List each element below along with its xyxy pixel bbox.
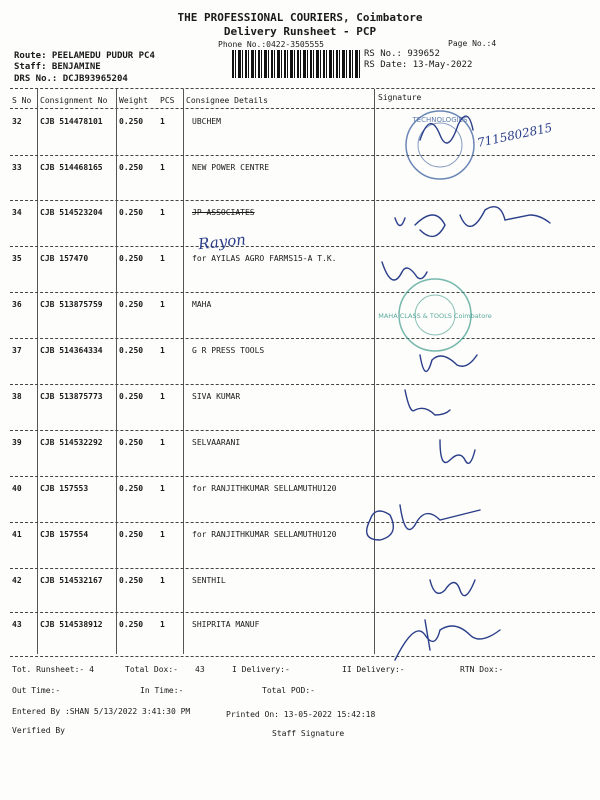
entered-by: Entered By :SHAN 5/13/2022 3:41:30 PM [12,707,191,716]
header-pcs: PCS [160,96,175,105]
row-pcs: 1 [160,254,165,263]
verified-by: Verified By [12,726,65,735]
row-pcs: 1 [160,117,165,126]
staff-label: Staff: BENJAMINE [14,62,101,72]
row-sno: 35 [12,254,22,263]
row-consignment: CJB 514364334 [40,346,103,355]
row-consignee: SENTHIL [192,576,226,585]
total-pod: Total POD:- [262,686,315,695]
row-sno: 34 [12,208,22,217]
header-consignee: Consignee Details [186,96,268,105]
row-consignee: G R PRESS TOOLS [192,346,265,355]
row-weight: 0.250 [119,530,144,539]
handwritten-name: Rayon [197,230,247,254]
row-pcs: 1 [160,163,165,172]
company-stamp [378,279,492,351]
route-label: Route: PEELAMEDU PUDUR PC4 [14,51,155,61]
page-number: Page No.:4 [448,39,497,48]
row-pcs: 1 [160,208,165,217]
row-consignee: UBCHEM [192,117,221,126]
row-weight: 0.250 [119,208,144,217]
row-consignee: JP ASSOCIATES [192,208,255,217]
row-weight: 0.250 [119,346,144,355]
row-weight: 0.250 [119,392,144,401]
row-sno: 43 [12,620,22,629]
row-weight: 0.250 [119,163,144,172]
row-sno: 38 [12,392,22,401]
row-consignment: CJB 157554 [40,530,89,539]
row-consignment: CJB 514478101 [40,117,103,126]
row-sno: 36 [12,300,22,309]
row-consignment: CJB 157553 [40,484,89,493]
company-title: THE PROFESSIONAL COURIERS, Coimbatore [177,11,423,24]
row-sno: 39 [12,438,22,447]
header-signature: Signature [378,93,422,102]
row-sno: 32 [12,117,22,126]
company-stamp [406,111,474,179]
row-sno: 42 [12,576,22,585]
out-time: Out Time:- [12,686,61,695]
row-consignee: SIVA KUMAR [192,392,241,401]
row-weight: 0.250 [119,254,144,263]
stamp-text: TECHNOLOGIES [412,116,468,124]
row-sno: 37 [12,346,22,355]
row-weight: 0.250 [119,300,144,309]
row-pcs: 1 [160,576,165,585]
total-runsheet: Tot. Runsheet:- 4 [12,665,94,674]
row-weight: 0.250 [119,576,144,585]
stamp-text: MAHA CLASS & TOOLS Coimbatore [378,312,492,320]
row-consignment: CJB 514523204 [40,208,103,217]
in-time: In Time:- [140,686,184,695]
row-sno: 33 [12,163,22,172]
row-consignment: CJB 514532292 [40,438,103,447]
rs-number: RS No.: 939652 [364,49,440,59]
row-consignment: CJB 514538912 [40,620,103,629]
row-sno: 40 [12,484,22,493]
row-pcs: 1 [160,392,165,401]
staff-signature: Staff Signature [272,729,345,738]
total-dox-label: Total Dox:- [125,665,178,674]
row-consignment: CJB 513875773 [40,392,103,401]
row-weight: 0.250 [119,620,144,629]
row-consignee: MAHA [192,300,212,309]
document-subtitle: Delivery Runsheet - PCP [223,25,377,38]
signatures [367,116,550,660]
row-weight: 0.250 [119,117,144,126]
row-pcs: 1 [160,346,165,355]
row-consignment: CJB 514532167 [40,576,103,585]
row-consignment: CJB 157470 [40,254,89,263]
row-consignee: for AYILAS AGRO FARMS15-A T.K. [192,254,337,263]
row-pcs: 1 [160,484,165,493]
handwritten-phone: 7115802815 [475,120,554,150]
phone-number: Phone No.:0422-3505555 [218,40,324,49]
row-consignee: for RANJITHKUMAR SELLAMUTHU120 [192,484,337,493]
row-weight: 0.250 [119,484,144,493]
row-pcs: 1 [160,300,165,309]
i-delivery: I Delivery:- [232,665,290,674]
row-consignee: SELVAARANI [192,438,241,447]
row-pcs: 1 [160,530,165,539]
row-pcs: 1 [160,620,165,629]
row-consignee: SHIPRITA MANUF [192,620,260,629]
header-weight: Weight [119,96,148,105]
rs-date: RS Date: 13-May-2022 [364,60,473,70]
row-consignment: CJB 514468165 [40,163,103,172]
header-sno: S No [12,96,32,105]
ii-delivery: II Delivery:- [342,665,405,674]
printed-on: Printed On: 13-05-2022 15:42:18 [226,710,376,719]
rtn-dox: RTN Dox:- [460,665,504,674]
row-consignee: NEW POWER CENTRE [192,163,270,172]
drs-number: DRS No.: DCJB93965204 [14,74,128,84]
header-consignment: Consignment No [40,96,108,105]
row-consignment: CJB 513875759 [40,300,103,309]
row-weight: 0.250 [119,438,144,447]
row-consignee: for RANJITHKUMAR SELLAMUTHU120 [192,530,337,539]
row-pcs: 1 [160,438,165,447]
row-sno: 41 [12,530,22,539]
total-dox-value: 43 [195,665,205,674]
